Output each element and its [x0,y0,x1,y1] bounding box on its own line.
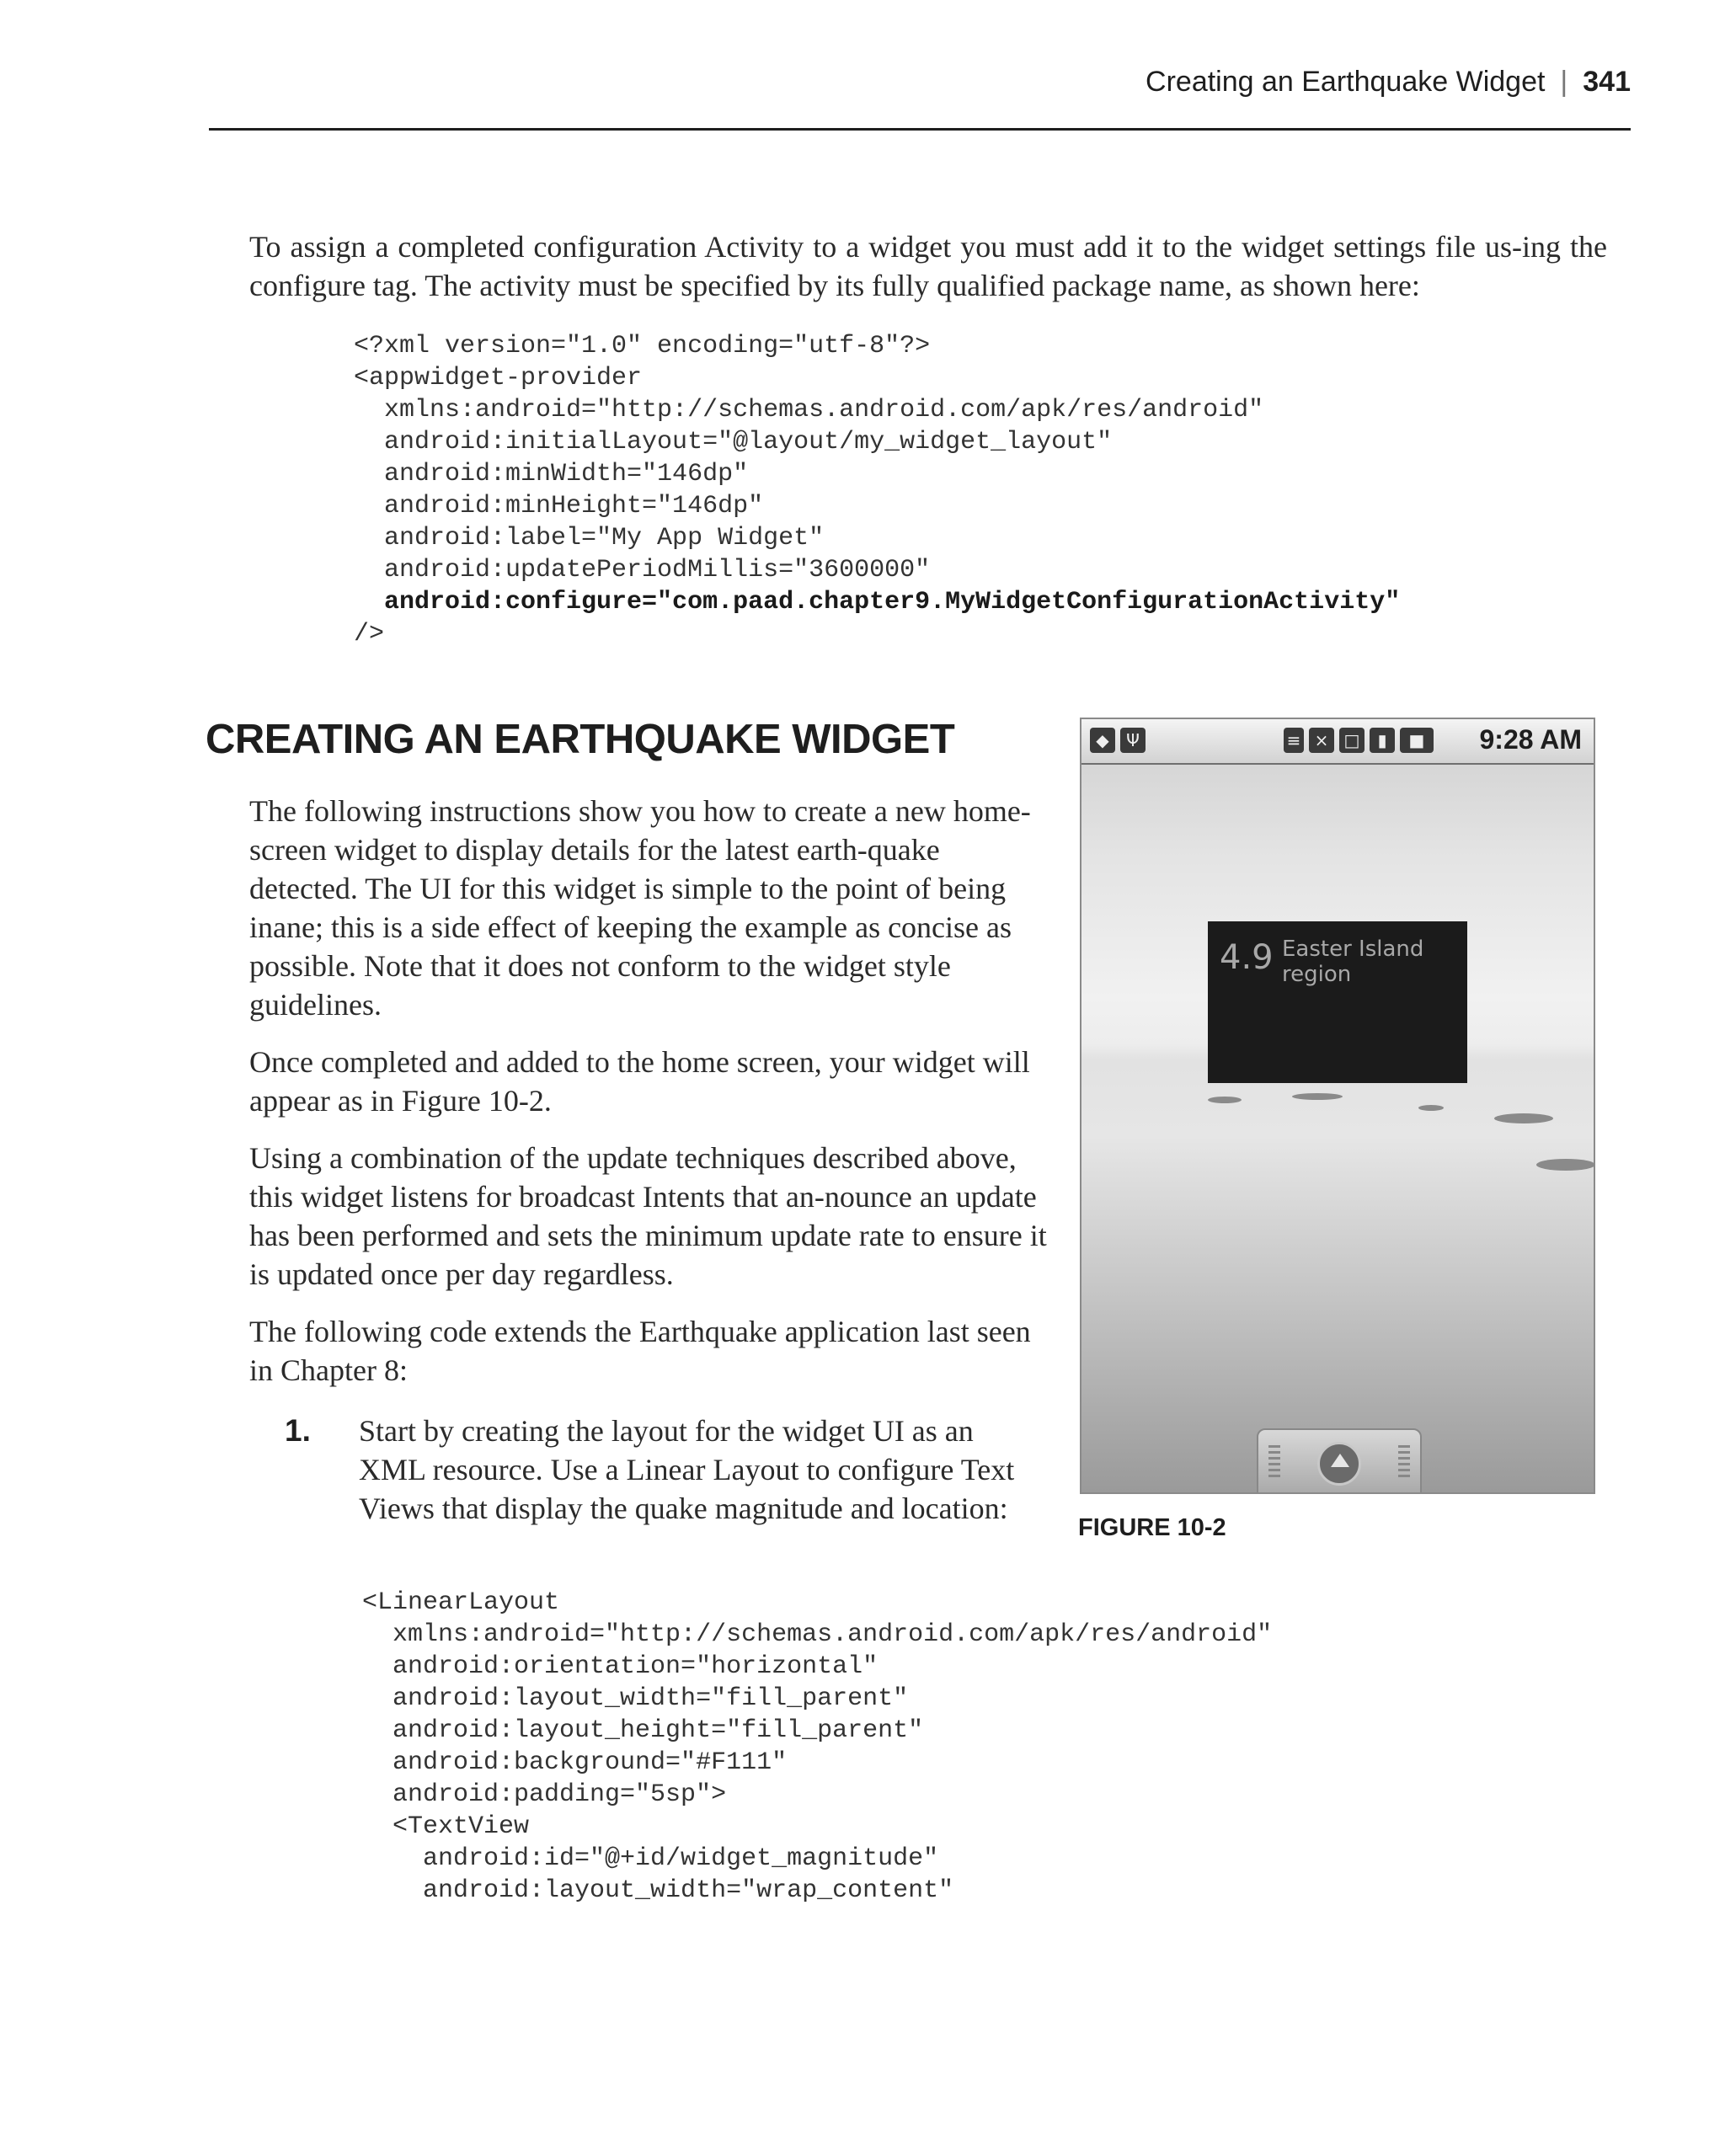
code-line: <LinearLayout [362,1588,560,1617]
code-line: xmlns:android="http://schemas.android.com/apk/res/android" [362,1620,1273,1649]
code-line: android:updatePeriodMillis="3600000" [354,556,931,584]
widget-location: Easter Island region [1282,937,1424,987]
horizon-islands [1081,1091,1594,1117]
paragraph: Once completed and added to the home screen, your widget will appear as in Figure 10-2. [249,1045,1030,1118]
intro-paragraph: To assign a completed configuration Activity to a widget you must add it to the widget settings file us-ing the configure tag. The activity must be specified by its fully qualified package name, as shown here: [249,230,1607,302]
code-line: android:initialLayout="@layout/my_widget_layout" [354,428,1113,456]
code-line: <TextView [362,1812,530,1841]
code-line: xmlns:android="http://schemas.android.com/apk/res/android" [354,396,1264,424]
vibrate-icon: □ [1339,728,1365,753]
code-line: android:layout_width="fill_parent" [362,1684,909,1713]
paragraph: Using a combination of the update techniques described above, this widget listens for broadcast Intents that an-nounce an update has been performed and sets the minimum update rate to ensure it is updated once per day regardless. [249,1141,1047,1291]
widget-magnitude: 4.9 [1220,938,1274,977]
code-line: /> [354,620,385,648]
wifi-icon: ≡ [1284,728,1304,753]
code-line: android:label="My App Widget" [354,524,825,552]
paragraph: The following instructions show you how to create a new home-screen widget to display details for the latest earth-quake detected. The UI for this widget is simple to the point of being inane; this is a side effect of keeping the example as concise as possible. Note that it does not conform to the widget style guidelines. [249,794,1031,1022]
figure-caption: FIGURE 10-2 [1078,1514,1226,1541]
code-line: android:orientation="horizontal" [362,1652,879,1681]
status-bar [1081,719,1594,765]
dock-grip-left [1268,1445,1280,1481]
page-header [209,52,1631,131]
code-line: android:background="#F111" [362,1748,788,1777]
island [1418,1105,1444,1111]
step-text: Start by creating the layout for the widget UI as an XML resource. Use a Linear Layout to configure Text Views that display the quake magnitude and location: [359,1414,1015,1525]
code-line: <?xml version="1.0" encoding="utf-8"?> [354,332,931,360]
section-heading: CREATING AN EARTHQUAKE WIDGET [206,717,955,762]
code-line: android:layout_width="wrap_content" [362,1876,954,1905]
home-dock [1257,1428,1422,1494]
island [1536,1159,1595,1171]
status-clock: 9:28 AM [1479,724,1582,755]
launcher-icon[interactable] [1317,1442,1361,1486]
battery-icon: ■ [1400,728,1434,753]
usb-icon: Ψ [1120,728,1146,753]
code-block-linear-layout [362,1587,1272,1907]
running-head [1146,66,1631,99]
island [1494,1113,1553,1123]
code-line: android:padding="5sp"> [362,1780,727,1809]
code-line: android:minHeight="146dp" [354,492,764,520]
code-line-configure-bold: android:configure="com.paad.chapter9.MyWidgetConfigurationActivity" [354,588,1401,616]
signal-icon: ▮ [1370,728,1395,753]
island [1292,1093,1343,1100]
lock-icon: ◆ [1090,728,1115,753]
running-head-title: Creating an Earthquake Widget [1146,66,1546,98]
mute-icon: × [1309,728,1334,753]
dock-grip-right [1398,1445,1410,1481]
launcher-arrow [1331,1454,1349,1467]
paragraph: The following code extends the Earthquake application last seen in Chapter 8: [249,1315,1031,1387]
running-head-separator: | [1560,66,1568,98]
code-line: android:layout_height="fill_parent" [362,1716,924,1745]
step-number: 1. [285,1413,311,1448]
code-line: android:minWidth="146dp" [354,460,749,488]
code-line: <appwidget-provider [354,364,643,392]
code-block-appwidget-provider [354,330,1400,650]
island [1208,1097,1242,1103]
figure-phone-screenshot [1080,718,1595,1494]
code-line: android:id="@+id/widget_magnitude" [362,1844,939,1873]
earthquake-widget[interactable] [1208,921,1467,1083]
page-number: 341 [1583,66,1631,98]
body-column [249,792,1049,1408]
